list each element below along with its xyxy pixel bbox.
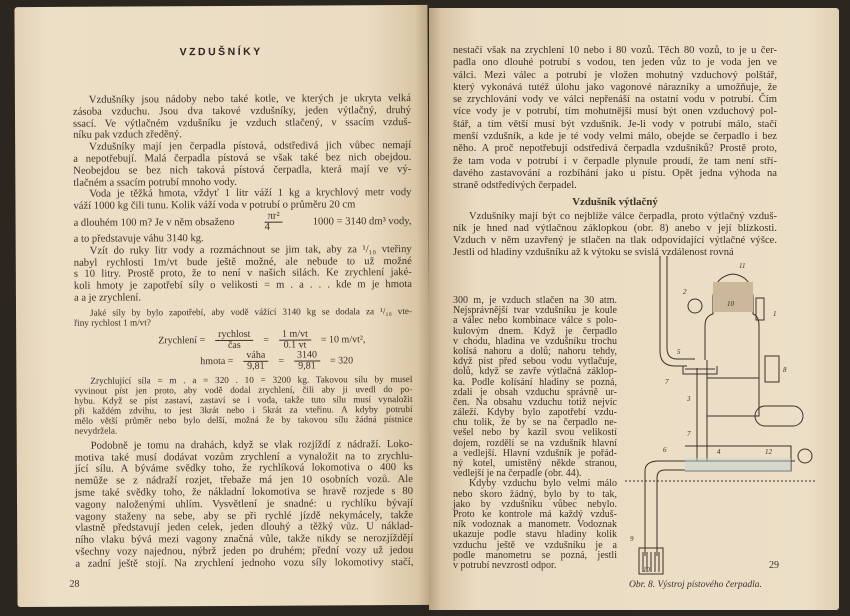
paragraph	[75, 439, 414, 571]
label: 10	[643, 566, 650, 574]
small-print-paragraph	[74, 306, 412, 328]
text-line: který vykonává tutéž úlohu jako vagonové nárazníky a umožňuje, že	[453, 81, 777, 93]
text-line: záleží. Kdyby bylo zapotřebí vzdu-	[453, 407, 617, 419]
text-line: ník je hned nad výtlačnou záklopkou (obr. 8) anebo v její blízkosti.	[453, 222, 777, 234]
fraction	[243, 351, 268, 372]
text-line: a nepotřebují. Malá čerpadla pístová se však také bez nich obejdou.	[73, 151, 412, 165]
text-line: ukazuje podle stavu hladiny kolik	[453, 529, 617, 541]
text-line: Vzdušníky mají jen čerpadla pístová, odstředivá jich vůbec nemají	[89, 140, 412, 153]
text-line: a válec nebo kombinace válce s polo-	[453, 315, 617, 327]
figure-labels	[630, 262, 787, 574]
numerator: váha	[243, 351, 268, 362]
page-number-right: 29	[769, 560, 779, 571]
text-line: v chodu, hladina ve vzdušníku trochu	[453, 335, 617, 347]
paragraph	[73, 187, 411, 212]
text-line: menší vzdušník, a kde je té vody velmi málo, obejde se čerpadlo i bez	[453, 131, 777, 143]
label: 8	[783, 366, 787, 374]
text: 1000 = 3140 dm³ vody,	[312, 215, 412, 228]
text-line: nemůže se z nádraží rozjet, třebaže má jen 10 osobních vozů. Ale	[74, 474, 413, 487]
text-line: padla ono dlouhé potrubí s vodou, ten jeden vůz to je voda jen ve	[453, 57, 777, 69]
fraction	[265, 212, 283, 233]
page-number-left: 28	[69, 578, 80, 590]
text-line: straně odstředivých čerpadel.	[453, 180, 577, 192]
formula-text: =	[278, 355, 284, 367]
left-page	[14, 5, 430, 607]
text-line: Vzduch v něm uzavřený je stlačen na tlak odpovídající výtlačné výšce.	[453, 235, 777, 247]
label: 1	[773, 310, 777, 318]
text-line: nestačí však na zrychlení 10 nebo i 80 vozů. Těch 80 vozů, to je u čer-	[453, 45, 777, 56]
suction-pipe	[645, 461, 685, 556]
label: 7	[687, 430, 691, 438]
text-line: Nejsprávnější tvar vzdušníku je koule	[453, 305, 617, 317]
text-line: Vzdušníky jsou nádoby nebo také kotle, ve kterých je ukryta velká	[88, 93, 411, 106]
label: 6	[663, 446, 667, 454]
text-line: Neobejdou se bez nich taková pístová čerpadla, která mají ve vý-	[73, 163, 412, 177]
manometer-icon	[688, 299, 702, 313]
cylinder	[755, 406, 803, 426]
fraction	[294, 350, 320, 371]
formula-text: = 10 m/vt²,	[320, 334, 366, 346]
paragraph	[73, 93, 411, 142]
formula-text: Zrychlení =	[158, 334, 206, 347]
text-line: jsme také svědky toho, že nákladní lokomotiva se hravě rozjede s 80	[74, 485, 414, 499]
paragraph	[453, 479, 617, 571]
numerator: 1 m/vt	[279, 329, 311, 340]
formula-text: hmota =	[200, 355, 234, 367]
formula-line	[74, 211, 412, 234]
left-page-text	[73, 93, 413, 570]
text-line: hybu. Když se píst zastaví, zastaví se i voda, takže tuto sílu musí vynaložit	[74, 393, 413, 406]
text-line: Vzdušníky mají být co nejblíže válce čerpadla, proto výtlačný vzduš-	[469, 210, 777, 222]
paragraph	[453, 45, 777, 193]
text-line: nabyl rychlosti 1m/vt bude ještě možné, ale nebude to už možné	[73, 255, 412, 269]
formula	[74, 329, 412, 352]
label: 5	[677, 348, 681, 356]
right-page-narrow-column	[453, 296, 617, 571]
water	[685, 458, 791, 472]
text-line: Kdyby vzduchu bylo velmi málo	[469, 478, 617, 490]
small-print-paragraph	[74, 374, 412, 436]
denominator: 9,81	[247, 360, 265, 372]
text-line: Jestli od hladiny vzdušníku až k výtoku se svislá vzdálenost rovná	[453, 247, 734, 259]
section-heading: Vzdušník výtlačný	[572, 195, 658, 208]
text-line: ný kotel, umístěný někde stranou,	[453, 458, 617, 469]
text-line: všechny vozy najednou, nýbrž jeden po druhém; přední vozy už jedou	[75, 544, 414, 558]
text-line: nebo skoro žádný, bylo by to tak,	[453, 488, 617, 500]
pump-diagram	[625, 256, 815, 576]
label: 7	[665, 378, 669, 386]
text-line: vzduchu ještě ve vzdušníku je a	[453, 539, 617, 551]
text-line: více vody je v potrubí, tím mohutnější musí být onen vzduchový pol-	[453, 106, 777, 118]
text-line: podle manometru se pozná, jestli	[453, 549, 617, 561]
text-line: jící sílu. A býváme svědky toho, že rychlíková lokomotiva o 400 ks	[74, 462, 413, 476]
text-line: 300 m, je vzduch stlačen na 30 atm.	[453, 295, 617, 306]
text-line: při každém zdvihu, to jest 3krát nebo i 5krát za vteřinu. A kdyby potrubí	[74, 403, 413, 416]
text-line: vagony staženy na sebe, aby se při rychlé jízdě nekymácely, takže	[75, 509, 414, 523]
text-line: mělo větší průměr nebo bylo delší, možná že by takovou sílu žádná pístnice	[74, 413, 413, 426]
label: 11	[739, 262, 746, 270]
text-line: a a je zrychlení.	[73, 292, 142, 304]
label: 2	[683, 288, 687, 296]
text-line: Vzít do ruky litr vody a rozmáchnout se jim tak, aby za ¹/₁₀ vteřiny	[89, 243, 412, 257]
label: 10	[727, 300, 734, 308]
text-line: vešel nebo by kazil svou velikostí	[453, 427, 617, 439]
text: a dlouhém 100 m? Je v něm obsaženo	[73, 216, 235, 229]
text-line: a to představuje váhu 3140 kg.	[73, 233, 204, 245]
text-line: něho. A proč nepotřebují odstředivá čerpadla vzdušníků? Prostě proto,	[453, 143, 777, 155]
text-line: dojem, rozdělí se na vzdušník hlavní	[453, 437, 617, 449]
paragraph	[73, 140, 411, 189]
text-line: váží 1000 kg čili tunu. Kolik váží voda v potrubí o průměru 20 cm	[73, 199, 356, 212]
text-line: čen. Na obsahu vzduchu totiž nejvíc	[453, 396, 617, 408]
numerator: rychlost	[215, 330, 253, 341]
text-line: jako by vzdušníku vůbec nebylo.	[453, 498, 617, 510]
text-line: s 10 litry. Prostě proto, že to není v našich silách. Ke zrychlení jaké-	[73, 267, 412, 281]
text-line: vlastně představují jeden celek, jeden dlouhý a těžký vůz. U náklad-	[75, 521, 414, 535]
text-line: řiny rychlost 1 m/vt?	[74, 317, 151, 328]
label: 4	[717, 448, 721, 456]
numerator: πr²	[265, 212, 283, 223]
label: 12	[765, 448, 772, 456]
text-line: zásoba vzduchu. Jsou dva takové vzdušníky, jeden výtlačný, druhý	[72, 104, 412, 118]
right-page-text	[453, 45, 777, 260]
text-line: v potrubí nevzrostl odpor.	[453, 559, 557, 571]
text-line: a vedlejší. Hlavní vzdušník je pořád-	[453, 447, 617, 459]
text-line: štář, a tím větší musí být vzdušník. Je-li vody v potrubí málo, stačí	[453, 118, 777, 130]
fraction	[215, 330, 253, 351]
text-line: a zadní ještě stojí. Na zrychlení jednoho vozu síly lokomotivy stačí,	[75, 556, 414, 570]
denominator: 9,81	[298, 360, 316, 372]
text-line: dolů, když se zavře výtlačná záklop-	[453, 366, 617, 378]
figure-caption: Obr. 8. Výstroj pístového čerpadla.	[629, 580, 762, 590]
text-line: válci. Mezi válec a potrubí je vložen mohutný vzduchový polštář,	[453, 69, 777, 81]
text-line: tlačném a ssacím potrubí mnoho vody.	[73, 176, 237, 189]
fraction	[279, 329, 311, 350]
text-line: Voda je těžká hmota, vždyť 1 litr váží 1 kg a krychlový metr vody	[89, 187, 412, 201]
manometer2-icon	[798, 449, 812, 463]
text-line: se zrychlování vody ve válci nepřenáší na ostatní vodu v potrubí. Čím	[453, 94, 777, 106]
text-line: níku pak vzduch zředěný.	[73, 129, 182, 142]
text-line: ního vlaku bývá mezi vagony značná vůle, takže nikdy se nerozjíždějí	[75, 533, 414, 546]
paragraph	[74, 244, 412, 305]
denominator: 4	[264, 221, 270, 233]
paragraph	[453, 211, 777, 260]
text-line: když píst před sebou vodu vytlačuje,	[453, 356, 617, 368]
denominator: 0.1 vt	[283, 339, 307, 351]
text-line: že tam voda v potrubí i v čerpadle plynule proudí, že tam není stří-	[453, 155, 777, 167]
text-line: vyvinout píst jen proto, aby vodě dodal zrychlení, čili aby ji uvedl do po-	[74, 383, 413, 396]
text-line: chu tolik, že by se na čerpadlo ne-	[453, 417, 617, 429]
text-line: kolísá nahoru a dolů; nahoru tehdy,	[453, 345, 617, 357]
chapter-title: VZDUŠNÍKY	[179, 45, 263, 59]
text-line: ka. Podle kolísání hladiny se pozná,	[453, 376, 617, 388]
text-line: zdali je obsah vzduchu správně ur-	[453, 386, 617, 398]
text-line: davého zastavování a rozbíhání jako u pístu. Opět jedna výhoda na	[453, 167, 777, 179]
text-line: nevydržela.	[74, 425, 118, 436]
text-line: ssací. Ve výtlačném vzdušníku je vzduch stlačený, v ssacím vzduš-	[73, 116, 412, 130]
formula	[74, 350, 412, 373]
text-line: Zrychlující síla = m . a = 320 . 10 = 3200 kg. Takovou sílu by musel	[90, 373, 413, 386]
text-line: vedlejší je na čerpadle (obr. 44).	[453, 468, 582, 480]
label: 3	[687, 395, 691, 403]
spring	[765, 356, 779, 382]
formula-text: =	[263, 334, 270, 346]
text-line: Proto ke kontrole má každý vzduš-	[453, 508, 617, 520]
formula-text: = 320	[329, 355, 354, 367]
numerator: 3140	[294, 350, 320, 361]
text-line: motiva také musí dodávat vozům zrychlení a vynaložit na to zrychlu-	[74, 450, 413, 464]
text-line: koli hmoty je zapotřebí síly o velikosti = m . a . . . kde m je hmota	[73, 279, 412, 292]
text-line: ník vodoznak a manometr. Vodoznak	[453, 519, 617, 531]
denominator: čas	[227, 339, 241, 351]
text-line: Podobně je tomu na drahách, když se vlak rozjíždí z nádraží. Loko-	[90, 438, 413, 452]
text-line: vagony naloženými uhlím. Vysvětlení je snadné: u rychlíku bývají	[75, 497, 414, 511]
right-page	[429, 8, 839, 610]
paragraph	[453, 296, 617, 479]
text-line: kulovým dnem. Když je čerpadlo	[453, 325, 617, 337]
text-line: Jaké síly by bylo zapotřebí, aby vodě vážící 3140 kg se dodala za ¹/₁₀ vte-	[90, 305, 413, 318]
valve	[683, 366, 717, 374]
label: 9	[630, 535, 634, 543]
